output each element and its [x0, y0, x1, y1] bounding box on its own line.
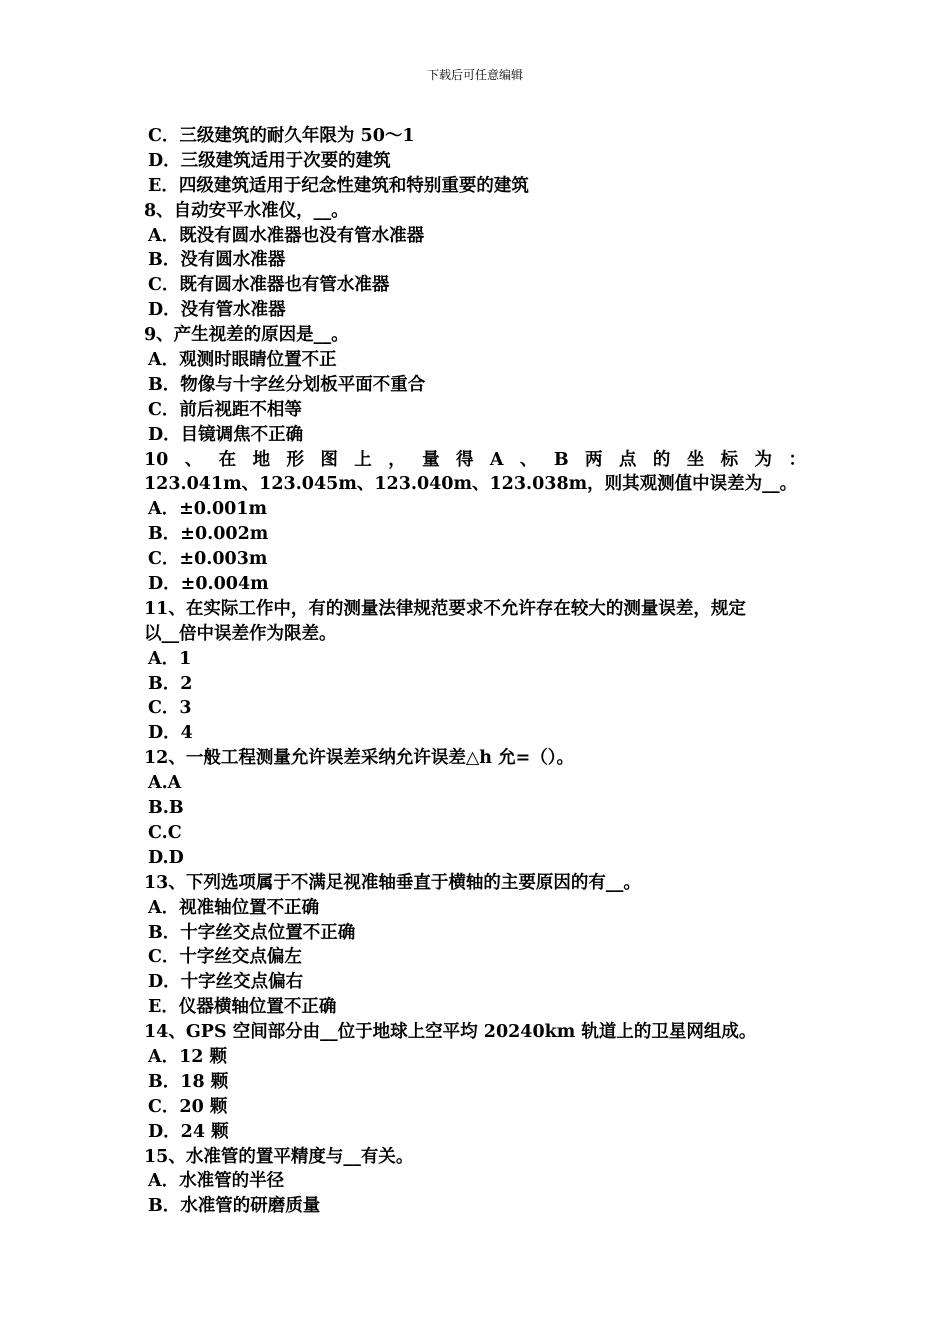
question-token: 标 [720, 449, 739, 470]
question-line: 8、自动安平水准仪，__。 [144, 200, 349, 221]
answer-option: C．三级建筑的耐久年限为 50～1 [148, 126, 415, 146]
answer-option: B.B [148, 798, 184, 819]
answer-option: A．观测时眼睛位置不正 [148, 350, 337, 371]
answer-option: C．十字丝交点偏左 [148, 947, 302, 968]
answer-option: D．24 颗 [148, 1121, 229, 1142]
answer-option: A．视准轴位置不正确 [148, 897, 320, 918]
answer-option: C.C [148, 822, 182, 843]
question-line: 9、产生视差的原因是__。 [144, 325, 349, 346]
answer-option: B．没有圆水准器 [148, 250, 286, 271]
question-token: 为 [754, 449, 773, 470]
answer-option: A.A [148, 773, 182, 794]
page-header: 下载后可任意编辑 [426, 68, 523, 82]
answer-option: A．既没有圆水准器也没有管水准器 [148, 225, 425, 246]
question-token: 上 [354, 449, 372, 470]
answer-option: A．12 颗 [148, 1046, 228, 1067]
answer-option: B．十字丝交点位置不正确 [148, 922, 356, 943]
answer-option: B．2 [148, 673, 193, 694]
question-token: 、 [184, 449, 203, 470]
question-token: 量 [422, 449, 440, 470]
question-token: B [553, 449, 569, 470]
answer-option: D.D [148, 847, 184, 868]
answer-option: B．物像与十字丝分划板平面不重合 [148, 374, 426, 395]
answer-option: C．前后视距不相等 [148, 399, 302, 420]
answer-option: D．没有管水准器 [148, 300, 286, 321]
question-token: 两 [585, 449, 603, 470]
document-body [144, 124, 806, 1219]
question-token: 点 [618, 449, 637, 470]
question-line: 15、水准管的置平精度与__有关。 [144, 1146, 414, 1167]
question-line: 12、一般工程测量允许误差采纳允许误差△h 允=（）。 [144, 748, 575, 769]
question-line: 123.041m、123.045m、123.040m、123.038m，则其观测值中误差为__。 [144, 474, 798, 495]
answer-option: D．三级建筑适用于次要的建筑 [148, 150, 391, 171]
question-token: 坐 [686, 449, 705, 470]
question-token: ， [388, 449, 406, 470]
answer-option: E．仪器横轴位置不正确 [148, 997, 337, 1018]
answer-option: A．水准管的半径 [148, 1171, 285, 1192]
question-token: 得 [456, 449, 474, 470]
question-token: 形 [286, 449, 304, 470]
question-line: 以__倍中误差作为限差。 [144, 623, 337, 644]
answer-option: C．既有圆水准器也有管水准器 [148, 275, 390, 296]
answer-option: A．±0.001m [148, 499, 268, 520]
answer-option: E．四级建筑适用于纪念性建筑和特别重要的建筑 [148, 175, 529, 196]
answer-option: A．1 [148, 648, 192, 669]
question-token: 的 [652, 449, 671, 470]
question-line: 13、下列选项属于不满足视准轴垂直于横轴的主要原因的有__。 [144, 872, 641, 893]
question-line: 11、在实际工作中，有的测量法律规范要求不允许存在较大的测量误差，规定 [144, 598, 746, 619]
answer-option: C．±0.003m [148, 549, 268, 570]
question-token: ： [788, 449, 806, 470]
question-token: A [489, 449, 504, 470]
answer-option: B．18 颗 [148, 1071, 229, 1092]
answer-option: D．十字丝交点偏右 [148, 972, 304, 993]
question-token: 、 [519, 449, 538, 470]
question-line: 14、GPS 空间部分由__位于地球上空平均 20240km 轨道上的卫星网组成。 [144, 1022, 757, 1043]
answer-option: D．目镜调焦不正确 [148, 424, 304, 445]
question-line [144, 448, 806, 473]
answer-option: B．水准管的研磨质量 [148, 1196, 321, 1217]
question-token: 在 [218, 449, 237, 470]
question-token: 10 [144, 449, 169, 470]
answer-option: C．3 [148, 698, 192, 719]
answer-option: D．4 [148, 723, 193, 744]
question-token: 地 [252, 449, 271, 470]
answer-option: C．20 颗 [148, 1096, 228, 1117]
answer-option: B．±0.002m [148, 524, 269, 545]
question-token: 图 [320, 449, 338, 470]
answer-option: D．±0.004m [148, 574, 269, 595]
